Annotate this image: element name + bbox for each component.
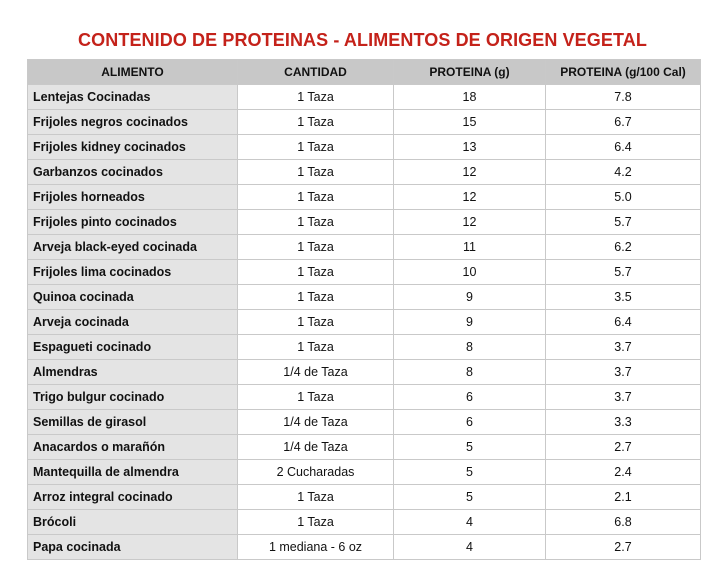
cell-quantity: 1 Taza [238,110,394,135]
cell-protein-per-100cal: 2.4 [546,460,701,485]
cell-quantity: 1 Taza [238,335,394,360]
cell-food: Arveja cocinada [28,310,238,335]
table-row [28,385,701,410]
cell-protein-per-100cal: 6.4 [546,310,701,335]
table-row [28,260,701,285]
cell-protein-per-100cal: 6.8 [546,510,701,535]
cell-quantity: 1 Taza [238,160,394,185]
cell-quantity: 1/4 de Taza [238,360,394,385]
cell-protein: 12 [394,160,546,185]
cell-quantity: 1 mediana - 6 oz [238,535,394,560]
cell-quantity: 1 Taza [238,385,394,410]
table-row [28,510,701,535]
cell-quantity: 1 Taza [238,235,394,260]
cell-protein: 12 [394,185,546,210]
cell-protein: 15 [394,110,546,135]
table-row [28,110,701,135]
cell-quantity: 1/4 de Taza [238,410,394,435]
cell-protein: 5 [394,460,546,485]
cell-food: Brócoli [28,510,238,535]
cell-quantity: 1 Taza [238,310,394,335]
cell-protein-per-100cal: 3.7 [546,385,701,410]
cell-protein-per-100cal: 5.0 [546,185,701,210]
cell-food: Papa cocinada [28,535,238,560]
table-row [28,460,701,485]
cell-food: Arveja black-eyed cocinada [28,235,238,260]
cell-food: Almendras [28,360,238,385]
cell-food: Garbanzos cocinados [28,160,238,185]
cell-quantity: 1/4 de Taza [238,435,394,460]
cell-quantity: 1 Taza [238,485,394,510]
cell-food: Mantequilla de almendra [28,460,238,485]
cell-protein-per-100cal: 5.7 [546,210,701,235]
cell-protein: 18 [394,85,546,110]
cell-protein: 11 [394,235,546,260]
cell-protein: 9 [394,310,546,335]
cell-protein-per-100cal: 3.7 [546,335,701,360]
table-row [28,85,701,110]
cell-protein-per-100cal: 6.2 [546,235,701,260]
table-row [28,285,701,310]
cell-quantity: 1 Taza [238,260,394,285]
cell-protein-per-100cal: 3.3 [546,410,701,435]
table-header [28,60,701,85]
cell-protein-per-100cal: 3.5 [546,285,701,310]
table-body [28,85,701,560]
table-row [28,310,701,335]
cell-food: Arroz integral cocinado [28,485,238,510]
table-row [28,485,701,510]
table-row [28,135,701,160]
cell-food: Frijoles pinto cocinados [28,210,238,235]
table-row [28,160,701,185]
cell-food: Trigo bulgur cocinado [28,385,238,410]
cell-protein-per-100cal: 5.7 [546,260,701,285]
table-row [28,235,701,260]
cell-protein-per-100cal: 2.1 [546,485,701,510]
header-protein-per-100cal: PROTEINA (g/100 Cal) [546,60,701,85]
table-row [28,335,701,360]
cell-protein-per-100cal: 4.2 [546,160,701,185]
cell-protein-per-100cal: 2.7 [546,535,701,560]
cell-food: Espagueti cocinado [28,335,238,360]
table-row [28,360,701,385]
cell-protein: 9 [394,285,546,310]
cell-quantity: 1 Taza [238,185,394,210]
cell-food: Quinoa cocinada [28,285,238,310]
cell-food: Semillas de girasol [28,410,238,435]
cell-quantity: 1 Taza [238,135,394,160]
header-food: ALIMENTO [28,60,238,85]
cell-quantity: 2 Cucharadas [238,460,394,485]
cell-protein: 4 [394,535,546,560]
cell-quantity: 1 Taza [238,210,394,235]
cell-protein: 6 [394,410,546,435]
header-protein: PROTEINA (g) [394,60,546,85]
cell-protein: 6 [394,385,546,410]
cell-protein: 5 [394,435,546,460]
cell-protein-per-100cal: 6.4 [546,135,701,160]
table-row [28,435,701,460]
cell-protein-per-100cal: 2.7 [546,435,701,460]
cell-quantity: 1 Taza [238,85,394,110]
page-title: CONTENIDO DE PROTEINAS - ALIMENTOS DE ORIGEN VEGETAL [78,30,647,50]
table-row [28,185,701,210]
table-row [28,210,701,235]
cell-quantity: 1 Taza [238,285,394,310]
cell-protein: 8 [394,335,546,360]
cell-food: Frijoles kidney cocinados [28,135,238,160]
cell-food: Lentejas Cocinadas [28,85,238,110]
cell-protein-per-100cal: 3.7 [546,360,701,385]
cell-protein: 10 [394,260,546,285]
table-row [28,410,701,435]
protein-table [27,59,701,560]
cell-food: Anacardos o marañón [28,435,238,460]
cell-protein: 12 [394,210,546,235]
cell-protein-per-100cal: 6.7 [546,110,701,135]
cell-food: Frijoles negros cocinados [28,110,238,135]
cell-food: Frijoles horneados [28,185,238,210]
cell-protein: 5 [394,485,546,510]
table-row [28,535,701,560]
header-row [28,60,701,85]
cell-quantity: 1 Taza [238,510,394,535]
header-quantity: CANTIDAD [238,60,394,85]
cell-protein: 13 [394,135,546,160]
cell-food: Frijoles lima cocinados [28,260,238,285]
cell-protein: 8 [394,360,546,385]
cell-protein-per-100cal: 7.8 [546,85,701,110]
cell-protein: 4 [394,510,546,535]
